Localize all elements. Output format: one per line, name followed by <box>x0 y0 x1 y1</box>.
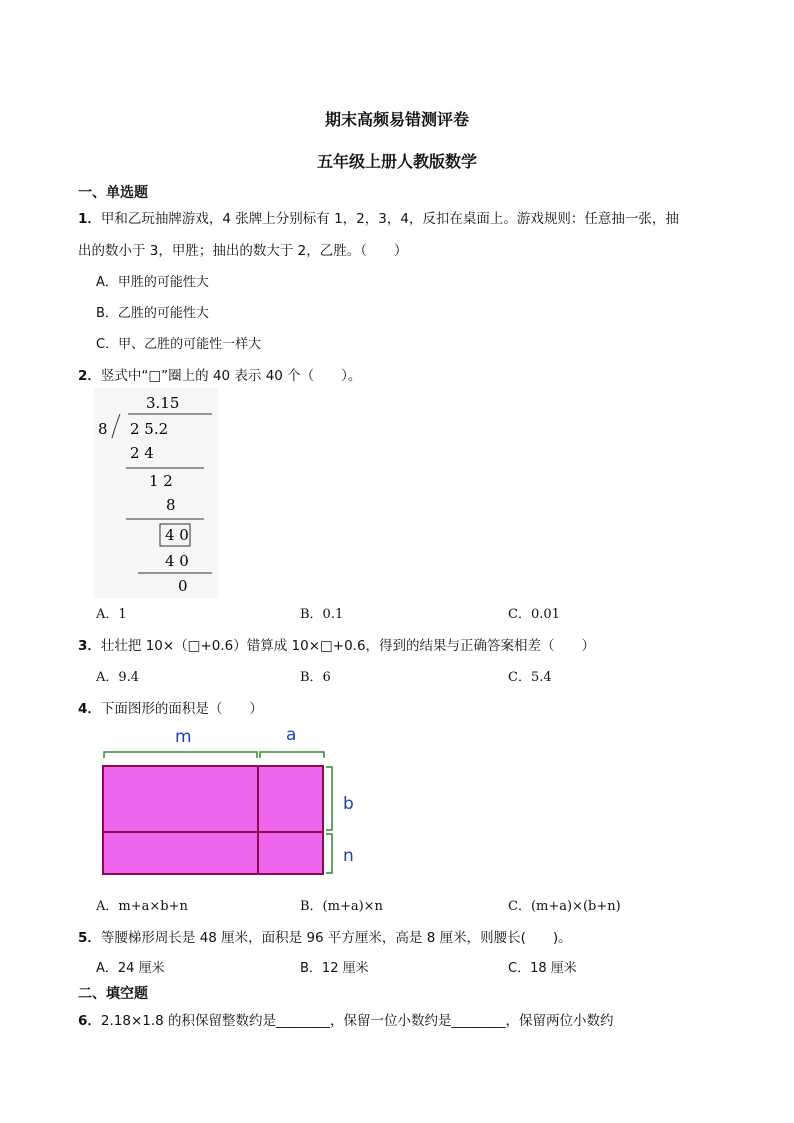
division-step-row: 8 <box>166 496 176 514</box>
option-c[interactable]: C．(m+a)×(b+n) <box>508 899 621 914</box>
option-b[interactable]: B．(m+a)×n <box>300 899 383 914</box>
question-number: 4． <box>78 701 101 717</box>
option-c[interactable]: C．甲、乙胜的可能性一样大 <box>96 337 262 352</box>
division-divisor: 8 <box>98 420 108 438</box>
region-a-b <box>258 766 323 832</box>
division-remainder: 0 <box>178 577 188 595</box>
label-a: a <box>286 725 297 745</box>
label-m: m <box>175 727 192 747</box>
option-a[interactable]: A．1 <box>96 607 127 622</box>
brace-n <box>326 834 332 873</box>
division-dividend: 2 5.2 <box>130 420 169 438</box>
page-title: 期末高频易错测评卷 <box>324 110 469 129</box>
option-b[interactable]: B．12 厘米 <box>300 961 369 976</box>
option-b[interactable]: B．乙胜的可能性大 <box>96 306 209 321</box>
division-quotient: 3.15 <box>146 394 180 412</box>
question-5 <box>78 926 572 946</box>
division-step-row: 4 0 <box>165 552 189 570</box>
label-n: n <box>343 846 354 866</box>
page-subtitle: 五年级上册人教版数学 <box>316 152 477 171</box>
division-step-row: 2 4 <box>130 444 154 462</box>
region-a-n <box>258 832 323 874</box>
question-4 <box>78 697 263 717</box>
option-c[interactable]: C．5.4 <box>508 670 552 685</box>
question-text: 竖式中“□”圈上的 40 表示 40 个（ ）。 <box>100 368 362 384</box>
option-a[interactable]: A．甲胜的可能性大 <box>96 275 209 290</box>
brace-m <box>104 752 257 758</box>
option-b[interactable]: B．6 <box>300 670 331 685</box>
rectangle-area-figure <box>100 722 370 878</box>
option-c[interactable]: C．18 厘米 <box>508 961 577 976</box>
region-m-n <box>103 832 258 874</box>
long-division-figure <box>94 388 218 598</box>
option-a[interactable]: A．24 厘米 <box>96 961 165 976</box>
question-text: 壮壮把 10×（□+0.6）错算成 10×□+0.6，得到的结果与正确答案相差（ ） <box>100 638 596 654</box>
question-1 <box>78 207 679 227</box>
question-number: 2． <box>78 368 101 384</box>
section-heading-fill-blank: 二、填空题 <box>78 986 148 1002</box>
question-1-line-2: 出的数小于 3，甲胜；抽出的数大于 2，乙胜。（ ） <box>78 243 408 259</box>
question-text: 甲和乙玩抽牌游戏，4 张牌上分别标有 1，2，3，4，反扣在桌面上。游戏规则：任意抽一张，抽 <box>100 211 679 227</box>
brace-a <box>260 752 324 758</box>
region-m-b <box>103 766 258 832</box>
section-heading-single-choice: 一、单选题 <box>78 185 148 201</box>
option-a[interactable]: A．9.4 <box>96 670 140 685</box>
question-number: 1． <box>78 211 101 227</box>
question-2 <box>78 364 361 384</box>
question-text: 2.18×1.8 的积保留整数约是________，保留一位小数约是________，保留两位小数约 <box>100 1013 614 1029</box>
division-step-row-boxed: 4 0 <box>165 526 189 544</box>
question-text: 下面图形的面积是（ ） <box>100 701 263 717</box>
brace-b <box>326 767 332 830</box>
question-6 <box>78 1009 614 1029</box>
option-c[interactable]: C．0.01 <box>508 607 560 622</box>
question-number: 3． <box>78 638 101 654</box>
division-step-row: 1 2 <box>149 472 173 490</box>
question-3 <box>78 634 595 654</box>
question-text: 等腰梯形周长是 48 厘米，面积是 96 平方厘米，高是 8 厘米，则腰长( )。 <box>100 930 572 946</box>
option-a[interactable]: A．m+a×b+n <box>96 899 188 914</box>
option-b[interactable]: B．0.1 <box>300 607 344 622</box>
question-number: 6． <box>78 1013 101 1029</box>
label-b: b <box>343 794 354 814</box>
question-number: 5． <box>78 930 101 946</box>
